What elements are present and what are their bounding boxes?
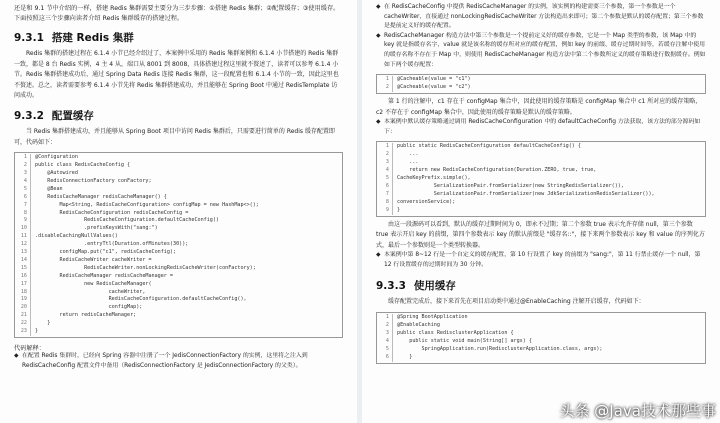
code-line: [377, 330, 705, 338]
code-text: @Cacheable(value = "c1"): [397, 76, 471, 83]
watermark-text: 头条 @Java技术那些事: [559, 402, 716, 420]
code-text: }: [397, 353, 413, 360]
section-title: 使用缓存: [413, 280, 456, 293]
code-line: [377, 314, 705, 322]
code-block-cacheable: [376, 74, 706, 94]
code-line: [377, 159, 705, 167]
code-line: [377, 338, 705, 346]
line-number: 9: [377, 207, 393, 215]
code-line: [15, 217, 342, 225]
code-line: [377, 183, 705, 191]
bullet-icon: ◆: [376, 119, 381, 126]
line-number: 8: [377, 199, 393, 207]
line-number: 1: [377, 76, 393, 84]
code-line: [377, 84, 705, 92]
code-text: @EnableCaching: [397, 321, 440, 328]
code-line: [15, 296, 342, 304]
line-number: 13: [15, 249, 31, 257]
code-text: public static RedisCacheConfiguration defaultCacheConfig() {: [397, 143, 582, 150]
line-number: 4: [15, 178, 31, 186]
code-line: [15, 225, 342, 233]
list-item-text: 本案例中第 8~12 行是一个自定义的缓存配置，第 10 行设置了 key 的前缀为 "sang:"，第 11 行禁止缓存一个 null，第 12 行设置缓存的过期时间为 30 分钟。: [384, 252, 701, 268]
list-item-text: 本案例中默认缓存策略通过调用 RedisCacheConfiguration 中的 defaultCacheConfig 方法获取，该方法的部分源码如下：: [384, 119, 701, 135]
code-line: [15, 233, 342, 241]
list-item: [362, 3, 720, 32]
list-item: [0, 352, 357, 371]
code-text: RedisCacheManager redisCacheManager =: [35, 272, 174, 279]
line-number: 6: [377, 183, 393, 191]
line-number: 22: [15, 320, 31, 328]
code-line: [15, 162, 342, 170]
code-text: @Configuration: [35, 154, 78, 161]
line-number: 18: [15, 289, 31, 297]
code-line: [15, 202, 342, 210]
line-number: 5: [15, 186, 31, 194]
code-line: [15, 289, 342, 297]
code-explanation-title: 代码解释：: [14, 345, 45, 352]
code-line: [377, 346, 705, 354]
code-line: [15, 154, 342, 162]
code-line: [15, 265, 342, 273]
code-text: ...: [397, 151, 419, 158]
code-line: [377, 199, 705, 207]
code-line: [15, 312, 342, 320]
line-number: 3: [15, 170, 31, 178]
code-block-default-cache-config: [376, 141, 706, 216]
line-number: 19: [15, 296, 31, 304]
line-number: 23: [15, 328, 31, 336]
list-item-text: 在配置 Redis 集群时，已经向 Spring 容器中注册了一个 JedisConnectionFactory 的实例，这里将之注入到 RedisCacheConfig 配置文件中备用（RedisConnectionFactory 是 JedisConnectionFactory 的父类）。: [22, 353, 308, 369]
code-text: @Spring BootApplication: [397, 314, 468, 321]
code-text: RedisCacheConfiguration.defaultCacheConfig(): [35, 217, 220, 224]
code-block-application: [376, 312, 706, 363]
line-number: 2: [377, 322, 393, 330]
code-text: @Bean: [35, 185, 63, 192]
code-text: RedisCacheWriter cacheWriter =: [35, 256, 152, 263]
code-line: [377, 151, 705, 159]
code-line: [15, 194, 342, 202]
paragraph: 由这一段源码可以看到，默认的缓存过期时间为 0，即永不过期；第二个参数 true 表示允许存储 null，第三个参数 true 表示开启 key 的前缀，第四个参数表示 key 的默认前缀是 "缓存名::"，接下来两个参数表示 key 和 value 的序列化方式，最后一个参数则是一个类型转换器。: [376, 220, 705, 249]
list-item: [362, 251, 720, 270]
code-text: conversionService);: [397, 198, 456, 205]
section-heading-9-3-3: [362, 278, 720, 293]
code-text: SerializationPair.fromSerializer(new StringRedisSerializer()),: [397, 182, 624, 189]
code-line: [15, 304, 342, 312]
line-number: 7: [15, 202, 31, 210]
code-text: @Cacheable(value = "c2"): [397, 84, 471, 91]
code-text: Map<String, RedisCacheConfiguration> configMap = new HashMap<>();: [35, 201, 259, 208]
code-line: [377, 167, 705, 175]
code-text: configMap);: [35, 304, 143, 311]
intro-paragraph: 还是和 9.1 节中介绍的一样，搭建 Redis 集群需要主要分为三步步骤：①搭建 Redis 集群；②配置缓存；③使用缓存。下面按照这三个步骤向读者介绍 Redis 集群缓存的搭建过程。: [14, 5, 340, 22]
code-text: new RedisCacheManager(: [35, 280, 152, 287]
code-line: [15, 178, 342, 186]
code-line: [377, 207, 705, 215]
code-line: [377, 191, 705, 199]
code-line: [15, 320, 342, 328]
code-line: [15, 328, 342, 336]
code-text: CacheKeyPrefix.simple(),: [397, 174, 471, 181]
section-number: 9.3.1: [14, 32, 44, 44]
line-number: 4: [377, 167, 393, 175]
line-number: 2: [377, 151, 393, 159]
code-line: [15, 257, 342, 265]
code-line: [15, 241, 342, 249]
bullet-icon: ◆: [14, 353, 19, 359]
section-paragraph: 缓存配置完成后，接下来首先在项目启动类中通过@EnableCaching 注解开启缓存，代码如下：: [388, 298, 645, 306]
code-text: RedisCacheConfiguration.defaultCacheConfig(),: [35, 296, 247, 303]
code-line: [377, 143, 705, 151]
code-text: RedisCacheWriter.nonLockingRedisCacheWriter(conFactory);: [35, 264, 256, 271]
code-text: SpringApplication.run(RedisclusterApplication.class, args);: [397, 345, 603, 352]
left-page: [0, 0, 357, 423]
code-text: .entryTtl(Duration.ofMinutes(30));: [35, 241, 189, 248]
right-page: [362, 0, 720, 423]
line-number: 5: [377, 175, 393, 183]
code-text: return new RedisCacheConfiguration(Duration.ZERO, true, true,: [397, 167, 597, 174]
code-text: return redisCacheManager;: [35, 312, 137, 319]
section-title: 配置缓存: [51, 109, 94, 122]
bullet-icon: ◆: [376, 252, 381, 259]
bullet-icon: ◆: [376, 4, 381, 10]
code-line: [15, 170, 342, 178]
list-item-text: 在 RedisCacheConfig 中提供 RedisCacheManager 的实例，该实例的构建需要三个参数，第一个参数是一个 cacheWriter，直接通过 nonLockingRedisCacheWriter 方法构造出来即可；第二个参数是默认的缓存配置；第三个参数是提前定义好的缓存配置。: [384, 4, 704, 30]
line-number: 17: [15, 281, 31, 289]
code-text: configMap.put("c1", redisCacheConfig);: [35, 249, 177, 256]
code-line: [377, 175, 705, 183]
code-line: [15, 249, 342, 257]
code-text: public class RedisclusterApplication {: [397, 329, 514, 336]
section-paragraph: 当 Redis 集群搭建成功，并且能够从 Spring Boot 项目中访问 Redis 集群后，只需要进行简单的 Redis 缓存配置即可，代码如下：: [14, 127, 335, 146]
section-number: 9.3.3: [376, 280, 406, 293]
code-line: [15, 186, 342, 194]
code-block-redis-cache-config: [14, 152, 343, 338]
code-line: [377, 76, 705, 84]
code-text: .prefixKeysWith("sang:"): [35, 225, 158, 232]
code-text: public static void main(String[] args) {: [397, 337, 532, 344]
code-line: [377, 354, 705, 362]
section-paragraph: Redis 集群的搭建过程在 6.1.4 小节已经介绍过了，本案例中采用的 Redis 集群案例和 6.1.4 小节搭建的 Redis 集群一致，都是 8 台 Redis 实例，4 主 4 从，端口从 8001 到 8008，具体搭建过程这里就不赘述了，读者可以参考 6.1.4 小节。Redis 集群搭建成功后，通过 Spring Data Redis 连接 Redis 集群，这一段配置也和 6.1.4 小节的一致，因此这里也不赘述。总之，读者需要参考 6.1.4 小节先将 Redis 集群搭建成功，并且能够在 Spring Boot 中通过 RedisTemplate 访问成功。: [14, 50, 339, 100]
code-text: }: [35, 328, 39, 335]
line-number: 6: [15, 194, 31, 202]
code-text: }: [35, 320, 51, 327]
code-text: SerializationPair.fromSerializer(new JdkSerializationRedisSerializer()),: [397, 190, 655, 197]
line-number: 6: [377, 354, 393, 362]
line-number: 21: [15, 312, 31, 320]
code-text: ...: [397, 159, 419, 166]
line-number: 16: [15, 273, 31, 281]
line-number: 2: [15, 162, 31, 170]
line-number: 15: [15, 265, 31, 273]
code-text: RedisConnectionFactory conFactory;: [35, 177, 152, 184]
line-number: 8: [15, 210, 31, 218]
section-heading-9-3-2: [0, 108, 357, 123]
section-heading-9-3-1: [0, 30, 357, 45]
line-number: 1: [377, 143, 393, 151]
code-text: @Autowired: [35, 169, 78, 176]
line-number: 9: [15, 217, 31, 225]
paragraph: 第 1 行的注解中，c1 存在于 configMap 集合中，因此使用的缓存策略是 configMap 集合中 c1 所对应的缓存策略，c2 不存在于 configMap 集合中，因此使用的缓存策略是默认的缓存策略。: [376, 97, 702, 116]
section-title: 搭建 Redis 集群: [51, 32, 134, 44]
line-number: 20: [15, 304, 31, 312]
line-number: 5: [377, 346, 393, 354]
list-item: [362, 32, 720, 70]
code-text: .disableCachingNullValues(): [35, 233, 118, 240]
line-number: 11: [15, 233, 31, 241]
line-number: 3: [377, 159, 393, 167]
bullet-icon: ◆: [376, 32, 381, 39]
code-text: public class RedisCacheConfig {: [35, 162, 131, 169]
code-line: [15, 273, 342, 281]
line-number: 10: [15, 225, 31, 233]
section-number: 9.3.2: [14, 109, 44, 122]
line-number: 2: [377, 84, 393, 92]
list-item-text: RedisCacheManager 构造方法中第三个参数是一个提前定义好的缓存参数，它是一个 Map 类型的参数，该 Map 中的 key 就是指缓存名字，value 就是该名称的缓存所对应的缓存配置，例如 key 的前缀、缓存过期时间等，若缓存注解中使用的缓存名称不存在于 Map 中，则使用 RedisCacheManager 构造方法中第二个参数所定义的缓存策略进行数据缓存。例如如下两个缓存配置：: [384, 32, 706, 68]
code-text: RedisCacheManager redisCacheManager() {: [35, 193, 167, 200]
code-line: [377, 322, 705, 330]
code-text: RedisCacheConfiguration redisCacheConfig =: [35, 209, 189, 216]
code-text: }: [397, 206, 401, 213]
line-number: 14: [15, 257, 31, 265]
line-number: 12: [15, 241, 31, 249]
line-number: 1: [377, 314, 393, 322]
line-number: 3: [377, 330, 393, 338]
list-item: [362, 118, 720, 137]
code-text: cacheWriter,: [35, 288, 146, 295]
code-line: [15, 281, 342, 289]
line-number: 7: [377, 191, 393, 199]
line-number: 4: [377, 338, 393, 346]
line-number: 1: [15, 154, 31, 162]
code-line: [15, 210, 342, 218]
